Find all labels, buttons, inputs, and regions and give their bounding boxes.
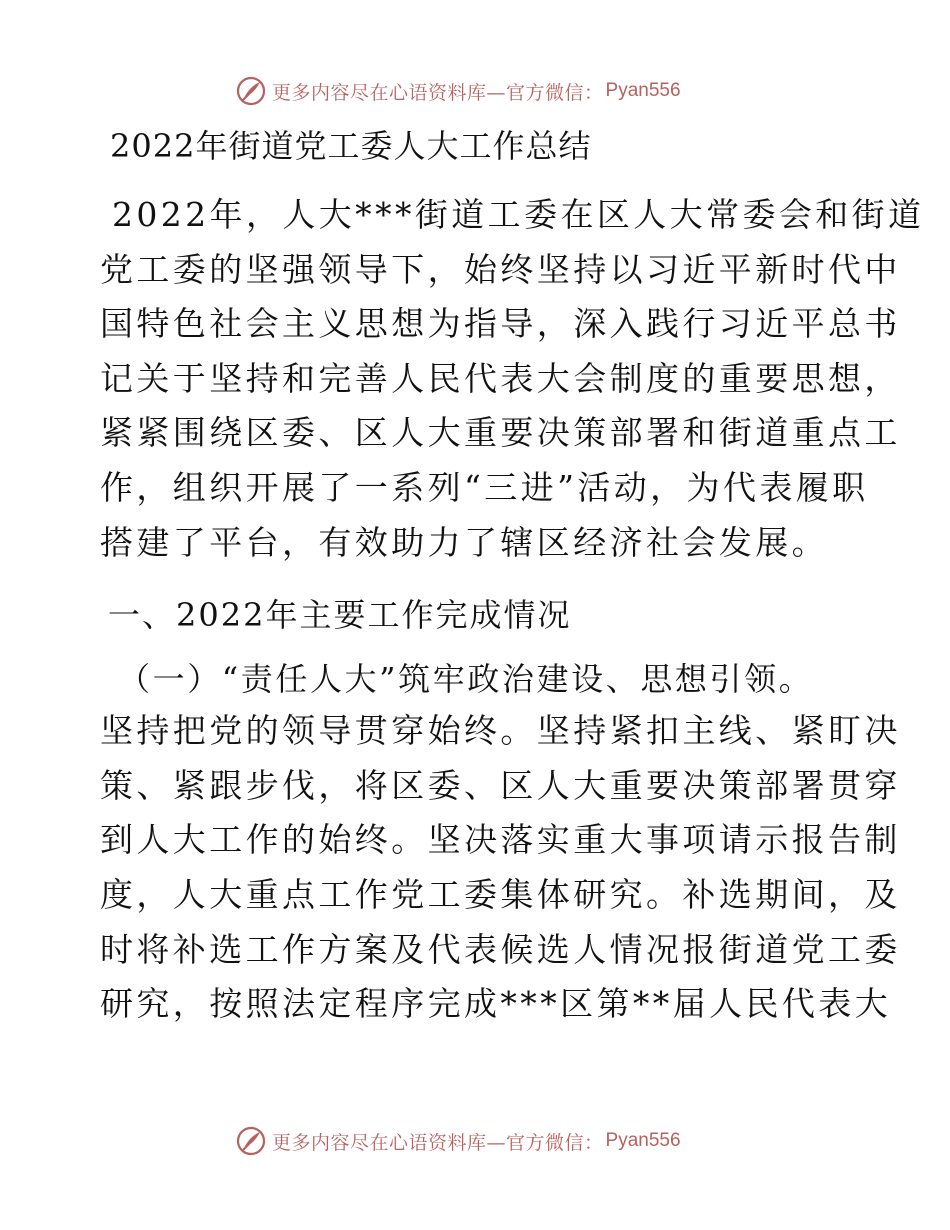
subsection-heading: （一）“责任人大”筑牢政治建设、思想引领。 [118,660,814,699]
paragraph-line: 记关于坚持和完善人民代表大会制度的重要思想， [100,358,901,398]
paragraph-line: 紧紧围绕区委、区人大重要决策部署和街道重点工 [100,413,901,453]
feather-pen-logo-icon [236,1126,266,1156]
paragraph-line: 国特色社会主义思想为指导，深入践行习近平总书 [100,304,901,344]
paragraph-line: 作，组织开展了一系列“三进”活动，为代表履职 [100,467,869,507]
intro-paragraph [100,188,925,570]
paragraph-line: 搭建了平台，有效助力了辖区经济社会发展。 [100,522,828,562]
watermark-footer [236,1124,756,1158]
paragraph-line: 到人大工作的始终。坚决落实重大事项请示报告制 [100,820,901,860]
paragraph-line: 策、紧跟步伐，将区委、区人大重要决策部署贯穿 [100,765,901,805]
section-heading: 一、2022年主要工作完成情况 [108,596,572,635]
paragraph-line: 党工委的坚强领导下，始终坚持以习近平新时代中 [100,249,901,289]
paragraph-line: 度，人大重点工作党工委集体研究。补选期间，及 [100,874,901,914]
paragraph-line: 坚持把党的领导贯穿始终。坚持紧扣主线、紧盯决 [100,711,901,751]
paragraph-line: 2022年，人大***街道工委在区人大常委会和街道 [112,195,925,234]
watermark-text: 更多内容尽在心语资料库—官方微信： [272,1131,604,1154]
paragraph-line: 研究，按照法定程序完成***区第**届人民代表大 [100,984,892,1024]
document-title: 2022年街道党工委人大工作总结 [110,127,592,165]
paragraph-line: 时将补选工作方案及代表候选人情况报街道党工委 [100,929,901,969]
feather-pen-logo-icon [236,76,266,106]
watermark-wechat-id: Pyan556 [605,80,681,101]
body-paragraph [100,704,901,1032]
watermark-wechat-id: Pyan556 [605,1130,681,1151]
watermark-text: 更多内容尽在心语资料库—官方微信： [272,81,604,104]
document-body [100,122,925,1032]
watermark-header [236,74,756,108]
